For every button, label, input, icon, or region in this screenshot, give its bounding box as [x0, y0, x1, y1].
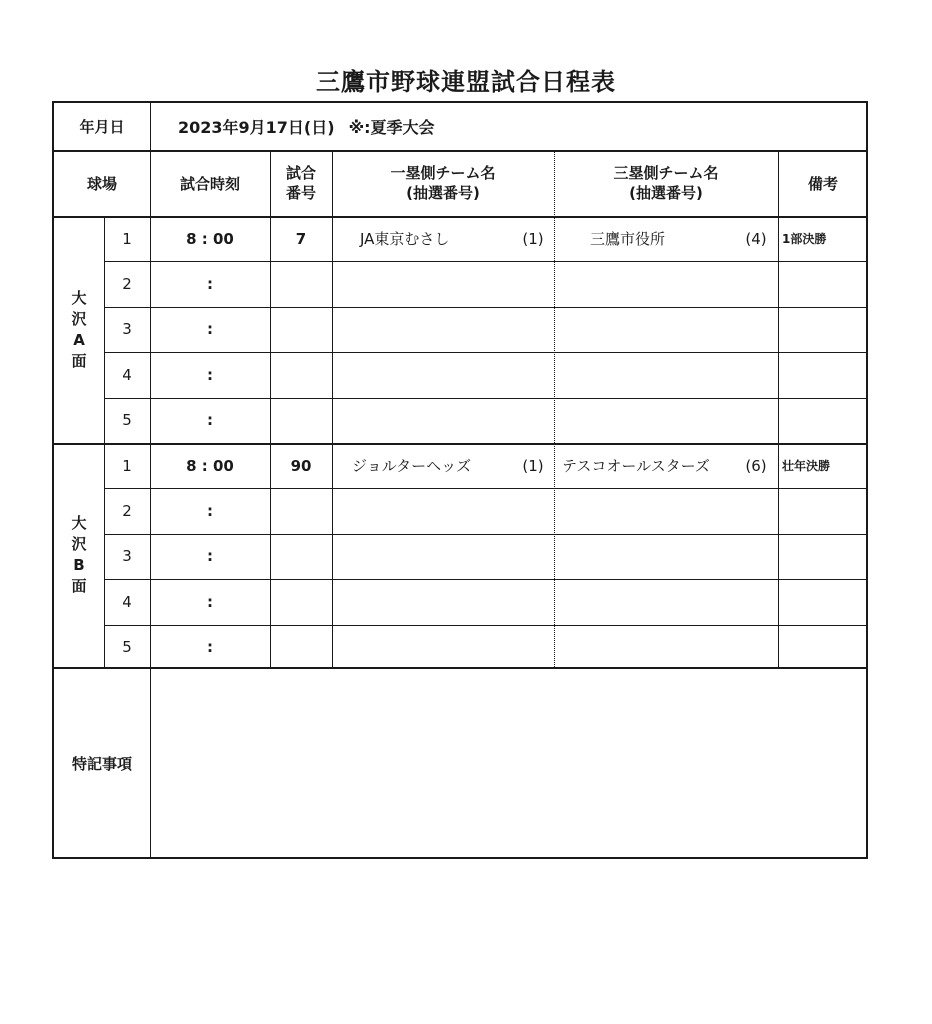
header-third-base-line2: (抽選番号) [629, 184, 703, 202]
header-first-base [332, 150, 554, 216]
game-time: : [207, 638, 213, 657]
grid-line [104, 307, 868, 308]
header-third-base-line1: 三塁側チーム名 [613, 164, 719, 182]
grid-line [104, 261, 868, 262]
first-base-team: ジョルターヘッズ [352, 457, 472, 476]
third-base-draw-number [734, 488, 778, 533]
page-title: 三鷹市野球連盟試合日程表 [316, 68, 616, 96]
date-value: 2023年9月17日(日) [178, 118, 335, 137]
field-name-b [54, 443, 104, 667]
first-base-draw-number: (1) [522, 229, 544, 248]
remarks [778, 261, 868, 306]
field-name-a [54, 216, 104, 443]
game-time: : [207, 411, 213, 430]
grid-line [54, 150, 868, 152]
game-number [270, 579, 332, 624]
third-base-team [554, 488, 734, 533]
slot-number: 4 [122, 592, 132, 611]
remarks [778, 534, 868, 579]
remarks [778, 352, 868, 397]
third-base-team: 三鷹市役所 [590, 230, 666, 249]
grid-line [104, 579, 868, 580]
slot-number: 4 [122, 365, 132, 384]
header-game-number [270, 150, 332, 216]
grid-line [332, 150, 333, 667]
remarks [778, 398, 868, 443]
remarks [778, 488, 868, 533]
field-b-char: 面 [71, 577, 87, 595]
first-base-draw-number [512, 307, 554, 352]
game-number [270, 261, 332, 306]
grid-line [104, 352, 868, 353]
third-base-draw-number [734, 579, 778, 624]
remarks [778, 625, 868, 670]
first-base-team [332, 534, 512, 579]
game-time: 8 : 00 [186, 229, 234, 248]
notes-value [150, 667, 868, 859]
header-first-base-line2: (抽選番号) [406, 184, 480, 202]
game-number [270, 534, 332, 579]
grid-line [270, 150, 271, 667]
slot-number: 1 [122, 456, 132, 475]
third-base-draw-number [734, 398, 778, 443]
third-base-team: テスコオールスターズ [562, 457, 710, 476]
schedule-table [52, 101, 868, 859]
third-base-team [554, 534, 734, 579]
game-time: 8 : 00 [186, 456, 234, 475]
grid-line [104, 398, 868, 399]
third-base-draw-number: (4) [745, 229, 767, 248]
first-base-team [332, 625, 512, 670]
third-base-team [554, 625, 734, 670]
first-base-team [332, 307, 512, 352]
field-a-char: A [73, 330, 85, 349]
game-time: : [207, 502, 213, 521]
grid-line [104, 625, 868, 626]
first-base-team [332, 352, 512, 397]
game-number [270, 488, 332, 533]
date-value-cell [150, 103, 868, 150]
header-game-number-line2: 番号 [285, 184, 316, 202]
date-note: ※:夏季大会 [348, 118, 435, 137]
third-base-team [554, 307, 734, 352]
game-number [270, 352, 332, 397]
game-time: : [207, 365, 213, 384]
header-third-base [554, 150, 778, 216]
slot-number: 5 [122, 638, 132, 657]
field-a-char: 面 [71, 351, 87, 370]
third-base-draw-number [734, 261, 778, 306]
field-b-char: 沢 [71, 535, 87, 553]
game-number: 90 [290, 456, 312, 475]
first-base-draw-number: (1) [522, 456, 544, 475]
first-base-draw-number [512, 488, 554, 533]
grid-line [778, 150, 779, 667]
header-time: 試合時刻 [179, 174, 240, 193]
grid-line [54, 443, 868, 445]
first-base-team [332, 579, 512, 624]
header-remarks: 備考 [807, 174, 838, 193]
third-base-team [554, 398, 734, 443]
game-time: : [207, 320, 213, 339]
notes-label: 特記事項 [71, 754, 132, 773]
first-base-draw-number [512, 261, 554, 306]
game-time: : [207, 547, 213, 566]
game-number [270, 307, 332, 352]
date-label: 年月日 [79, 118, 125, 136]
first-base-team [332, 398, 512, 443]
grid-line [104, 534, 868, 535]
field-b-char: 大 [71, 514, 87, 532]
third-base-team [554, 352, 734, 397]
game-number [270, 625, 332, 670]
grid-line [554, 150, 555, 667]
remarks: 壮年決勝 [782, 459, 831, 474]
field-a-char: 大 [71, 288, 87, 307]
remarks: 1部決勝 [782, 232, 827, 247]
game-time: : [207, 592, 213, 611]
third-base-draw-number [734, 352, 778, 397]
first-base-draw-number [512, 579, 554, 624]
third-base-draw-number: (6) [745, 456, 767, 475]
first-base-draw-number [512, 534, 554, 579]
grid-line [54, 216, 868, 218]
header-game-number-line1: 試合 [285, 164, 316, 182]
remarks [778, 307, 868, 352]
first-base-team [332, 261, 512, 306]
grid-line [104, 216, 105, 667]
header-first-base-line1: 一塁側チーム名 [390, 164, 496, 182]
slot-number: 5 [122, 411, 132, 430]
first-base-team: JA東京むさし [360, 230, 450, 249]
first-base-team [332, 488, 512, 533]
grid-line [104, 488, 868, 489]
game-number: 7 [295, 229, 307, 248]
slot-number: 2 [122, 502, 132, 521]
game-time: : [207, 275, 213, 294]
slot-number: 2 [122, 275, 132, 294]
first-base-draw-number [512, 625, 554, 670]
remarks [778, 579, 868, 624]
field-b-char: B [73, 556, 85, 574]
slot-number: 3 [122, 320, 132, 339]
game-number [270, 398, 332, 443]
grid-line [54, 667, 868, 669]
first-base-draw-number [512, 352, 554, 397]
field-a-char: 沢 [71, 309, 87, 328]
third-base-draw-number [734, 625, 778, 670]
third-base-team [554, 579, 734, 624]
grid-line [150, 103, 151, 859]
slot-number: 3 [122, 547, 132, 566]
first-base-draw-number [512, 398, 554, 443]
header-field: 球場 [86, 174, 117, 193]
third-base-draw-number [734, 534, 778, 579]
third-base-draw-number [734, 307, 778, 352]
slot-number: 1 [122, 229, 132, 248]
third-base-team [554, 261, 734, 306]
